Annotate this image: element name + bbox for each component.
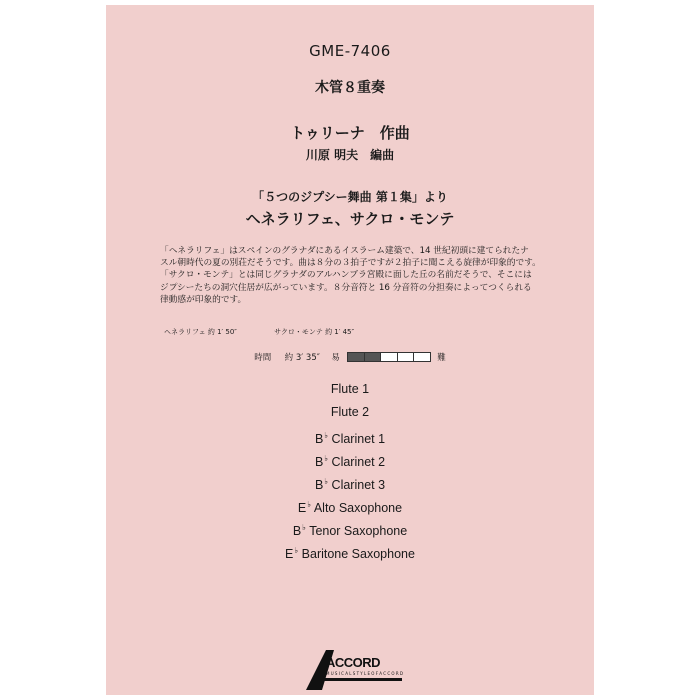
instrument-list bbox=[106, 378, 594, 562]
arranger-credit: 川原 明夫 編曲 bbox=[305, 148, 395, 162]
duration-sacromonte: サクロ・モンテ 約 1′ 45″ bbox=[274, 328, 355, 336]
logo-word: ACCORD bbox=[326, 655, 381, 670]
logo-subtext: M U S I C A L S T Y L E O F A C C O R D bbox=[326, 671, 403, 676]
difficulty-divider bbox=[364, 353, 365, 361]
difficulty-divider bbox=[413, 353, 414, 361]
catalog-code: GME-7406 bbox=[309, 42, 391, 60]
instrument-item: B♭ Clarinet 2 bbox=[314, 454, 386, 470]
instrument-item: B♭ Clarinet 3 bbox=[314, 477, 386, 493]
piece-title: ヘネラリフェ、サクロ・モンテ bbox=[245, 210, 455, 228]
description: 「ヘネラリフェ」はスペインのグラナダにあるイスラーム建築で、14 世紀初頭に建てられたナ スル朝時代の夏の別荘だそうです。曲は８分の３拍子ですが２拍子に聞こえる旋律が印象的です。 「サクロ・モンテ」とは同じグラナダのアルハンブラ宮殿に面した丘の名前だそうで、そこには ジプシーたちの洞穴住居が広がっています。８分音符と 16 分音符の分担奏によってつくられる 律動感が印象的です。 bbox=[160, 246, 541, 305]
time-label: 時間 bbox=[254, 353, 272, 363]
difficulty-bar bbox=[347, 352, 431, 362]
instrument-item: Flute 1 bbox=[330, 382, 370, 396]
time-difficulty-row bbox=[106, 351, 594, 363]
instrument-item: B♭ Tenor Saxophone bbox=[292, 523, 408, 539]
easy-label: 易 bbox=[331, 353, 340, 363]
instrument-item: E♭ Alto Saxophone bbox=[297, 500, 403, 516]
difficulty-divider bbox=[380, 353, 381, 361]
instrument-item: B♭ Clarinet 1 bbox=[314, 431, 386, 447]
score-cover bbox=[106, 5, 594, 695]
composer-credit: トゥリーナ 作曲 bbox=[290, 124, 410, 142]
accord-a-icon bbox=[304, 645, 404, 695]
ensemble-type: 木管８重奏 bbox=[315, 80, 385, 96]
source-work: 「５つのジプシー舞曲 第１集」より bbox=[252, 190, 448, 204]
instrument-item: Flute 2 bbox=[330, 405, 370, 419]
hard-label: 難 bbox=[437, 353, 446, 363]
difficulty-divider bbox=[397, 353, 398, 361]
time-value: 約 3′ 35″ bbox=[284, 353, 320, 363]
accord-logo bbox=[304, 645, 404, 695]
movement-durations bbox=[164, 327, 389, 337]
duration-generalife: ヘネラリフェ 約 1′ 50″ bbox=[164, 328, 237, 336]
instrument-item: E♭ Baritone Saxophone bbox=[285, 546, 415, 562]
